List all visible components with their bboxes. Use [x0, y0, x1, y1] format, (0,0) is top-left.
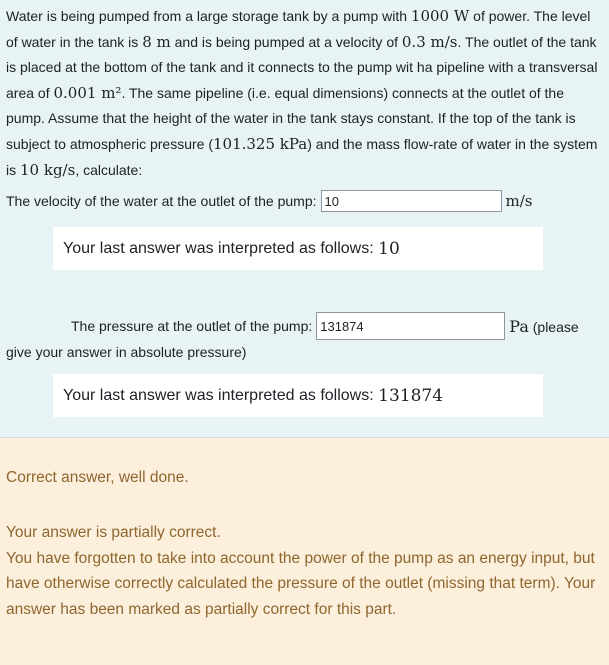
velocity-interpretation: Your last answer was interpreted as follows: 10 [53, 227, 543, 270]
velocity-unit: m/s [505, 192, 533, 210]
pressure-interpreted-value: 131874 [378, 385, 444, 406]
velocity-label: The velocity of the water at the outlet of the pump: [6, 193, 317, 209]
pressure-interpretation: Your last answer was interpreted as follows: 131874 [53, 374, 543, 417]
velocity-input[interactable] [321, 190, 502, 212]
partial-detail: You have forgotten to take into account the power of the pump as an energy input, but have otherwise correctly calculated the pressure of the outlet (missing that term). Your answer has been marked as partially correct for this part. [6, 549, 596, 618]
pressure-input[interactable] [316, 312, 505, 340]
pressure-answer-row [6, 312, 603, 365]
pressure-unit-note: (please [532, 318, 579, 335]
correct-feedback: Correct answer, well done. [6, 469, 189, 486]
partial-feedback [6, 520, 596, 622]
velocity-answer-row [6, 190, 533, 212]
pressure-unit: Pa [509, 316, 529, 336]
pressure-label: The pressure at the outlet of the pump: [71, 318, 313, 334]
velocity-interpreted-value: 10 [378, 238, 400, 259]
question-text: Water is being pumped from a large storage tank by a pump with 1000 W of power. The level of water in the tank is 8 m and is being pumped at a velocity of 0.3 m/s. The outlet of the tank is placed at the bottom of the tank and it connects to the pump wit ha pipeline with a transversal area of 0.001 m². The same pipeline (i.e. equal dimensions) connects at the outlet of the pump. Assume that the height of the water in the tank stays constant. If the top of the tank is subject to atmospheric pressure (101.325 kPa) and the mass flow-rate of water in the system is 10 kg/s, calculate: [6, 7, 598, 179]
pressure-label-continuation: give your answer in absolute pressure) [6, 344, 247, 360]
partial-title: Your answer is partially correct. [6, 524, 221, 541]
